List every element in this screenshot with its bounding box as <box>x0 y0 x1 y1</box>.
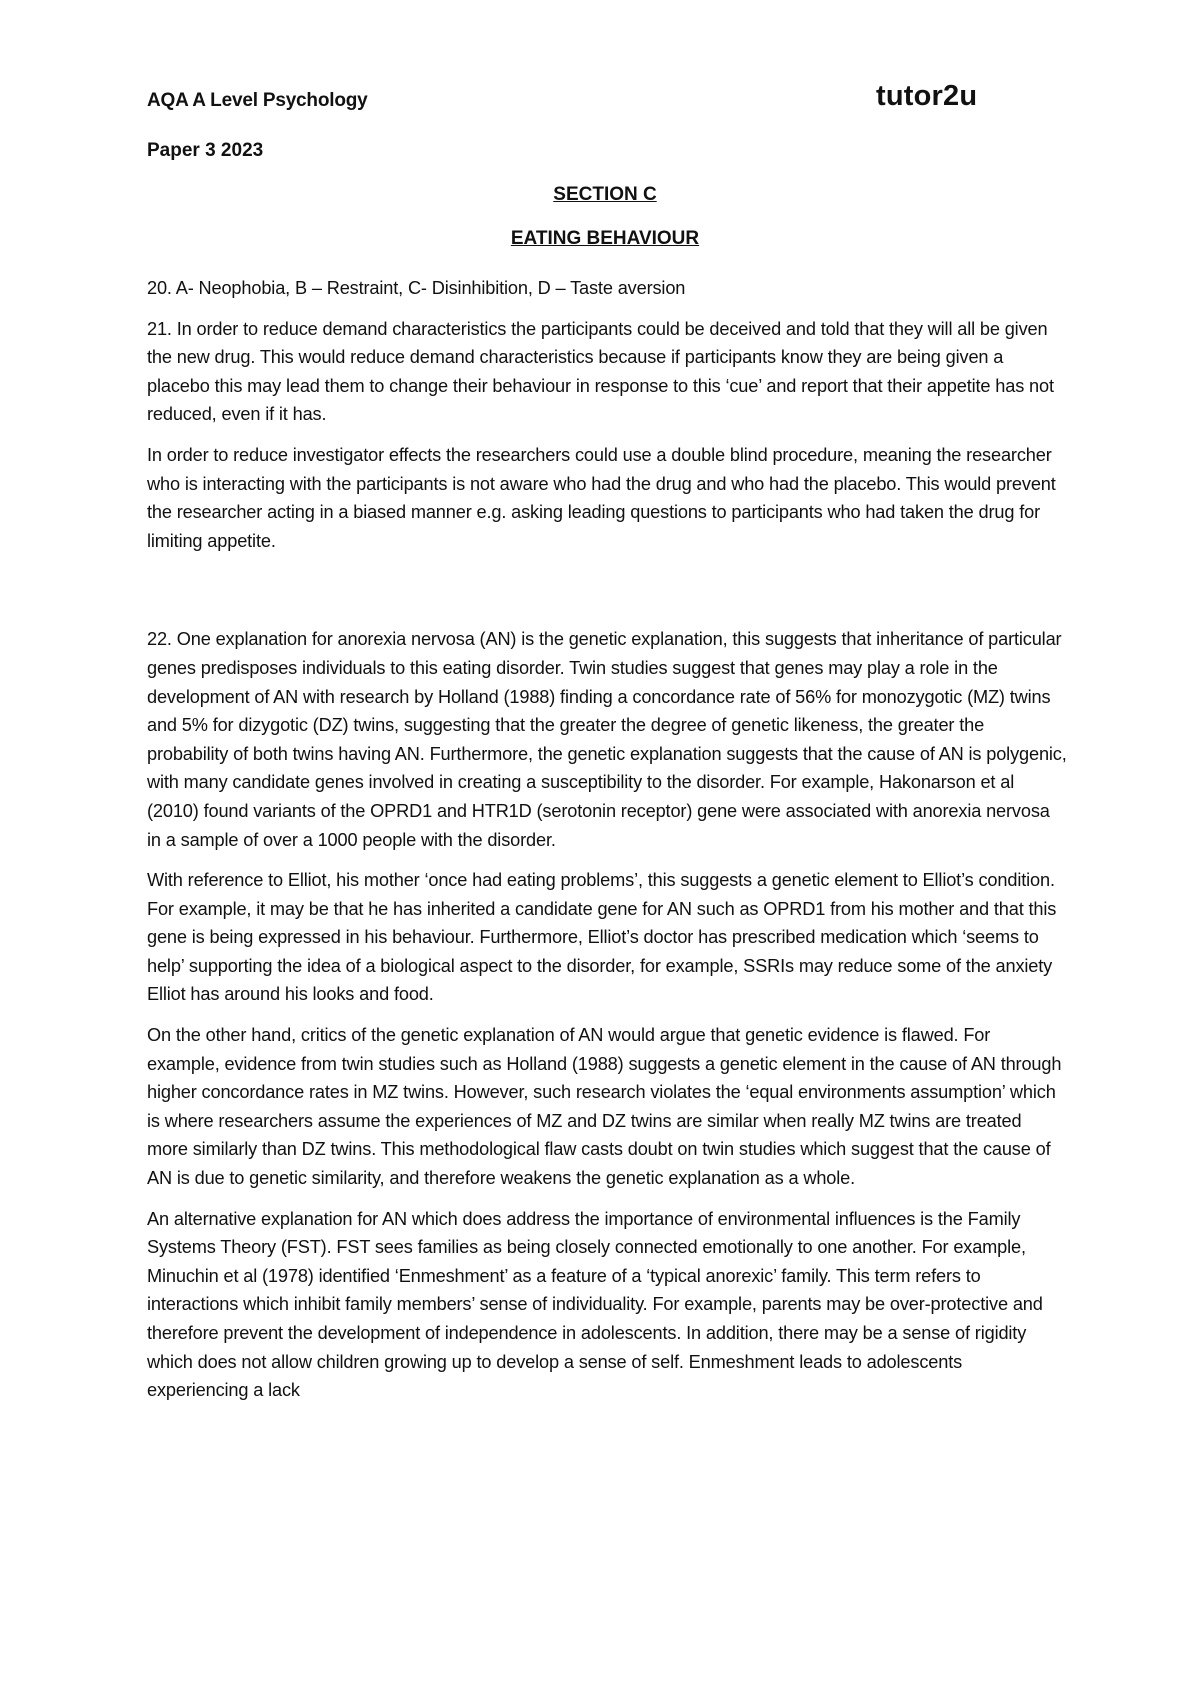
answer-21-paragraph-2: In order to reduce investigator effects the researchers could use a double blind procedure, meaning the researcher who is interacting with the participants is not aware who had the drug and who had the placebo. This would prevent the researcher acting in a biased manner e.g. asking leading questions to participants who had taken the drug for limiting appetite. <box>147 444 1056 551</box>
course-title: AQA A Level Psychology <box>147 90 368 111</box>
answer-22-paragraph-3: On the other hand, critics of the genetic explanation of AN would argue that genetic evidence is flawed. For example, evidence from twin studies such as Holland (1988) suggests a genetic element in the cause of AN through higher concordance rates in MZ twins. However, such research violates the ‘equal environments assumption’ which is where researchers assume the experiences of MZ and DZ twins are similar when really MZ twins are treated more similarly than DZ twins. This methodological flaw casts doubt on twin studies which suggest that the cause of AN is due to genetic similarity, and therefore weakens the genetic explanation as a whole. <box>147 1025 1062 1189</box>
topic-title: EATING BEHAVIOUR <box>510 228 700 249</box>
answer-22-paragraph-2: With reference to Elliot, his mother ‘once had eating problems’, this suggests a genetic element to Elliot’s condition. For example, it may be that he has inherited a candidate gene for AN such as OPRD1 from his mother and that this gene is being expressed in his behaviour. Furthermore, Elliot’s doctor has prescribed medication which ‘seems to help’ supporting the idea of a biological aspect to the disorder, for example, SSRIs may reduce some of the anxiety Elliot has around his looks and food. <box>147 870 1057 1005</box>
document-body <box>147 274 1067 1417</box>
brand-logo-text: tutor2u <box>876 80 978 112</box>
answer-22-paragraph-4: An alternative explanation for AN which does address the importance of environmental influences is the Family Systems Theory (FST). FST sees families as being closely connected emotionally to one another. For example, Minuchin et al (1978) identified ‘Enmeshment’ as a feature of a ‘typical anorexic’ family. This term refers to interactions which inhibit family members’ sense of individuality. For example, parents may be over-protective and therefore prevent the development of independence in adolescents. In addition, there may be a sense of rigidity which does not allow children growing up to develop a sense of self. Enmeshment leads to adolescents experiencing a lack <box>147 1208 1043 1401</box>
answer-20: 20. A- Neophobia, B – Restraint, C- Disinhibition, D – Taste aversion <box>147 278 686 298</box>
answer-21-paragraph-1: 21. In order to reduce demand characteristics the participants could be deceived and told that they will all be given the new drug. This would reduce demand characteristics because if participants know they are being given a placebo this may lead them to change their behaviour in response to this ‘cue’ and report that their appetite has not reduced, even if it has. <box>147 318 1054 425</box>
paper-label: Paper 3 2023 <box>147 140 264 161</box>
answer-22-paragraph-1: 22. One explanation for anorexia nervosa (AN) is the genetic explanation, this suggests that inheritance of particular genes predisposes individuals to this eating disorder. Twin studies suggest that genes may play a role in the development of AN with research by Holland (1988) finding a concordance rate of 56% for monozygotic (MZ) twins and 5% for dizygotic (DZ) twins, suggesting that the greater the degree of genetic likeness, the greater the probability of both twins having AN. Furthermore, the genetic explanation suggests that the cause of AN is polygenic, with many candidate genes involved in creating a susceptibility to the disorder. For example, Hakonarson et al (2010) found variants of the OPRD1 and HTR1D (serotonin receptor) gene were associated with anorexia nervosa in a sample of over a 1000 people with the disorder. <box>147 629 1067 850</box>
section-title: SECTION C <box>553 184 657 205</box>
